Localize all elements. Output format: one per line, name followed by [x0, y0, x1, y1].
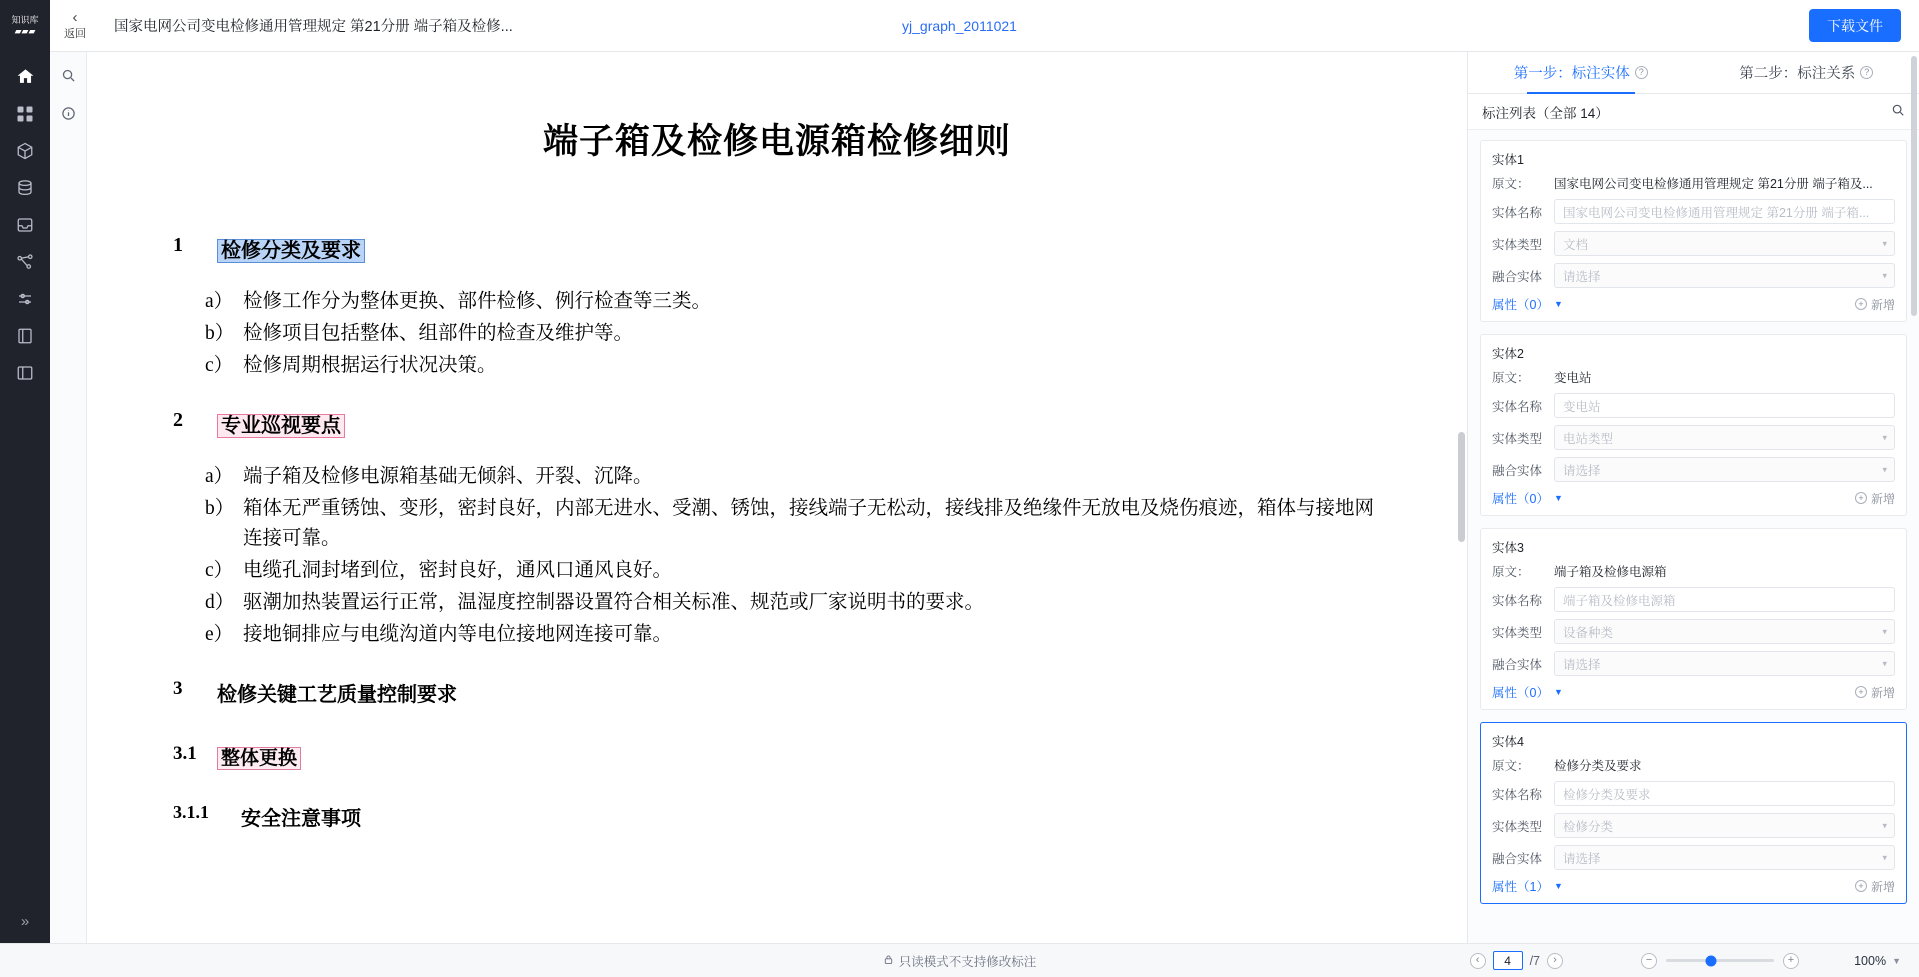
list-item-text: 端子箱及检修电源箱基础无倾斜、开裂、沉降。: [243, 466, 653, 487]
list-item: [173, 494, 1381, 554]
merge-entity-row: [1492, 651, 1895, 676]
zoom-out-button[interactable]: [1641, 953, 1657, 969]
readonly-text: 只读模式不支持修改标注: [898, 954, 1037, 969]
sidebar-item-tasks[interactable]: [0, 206, 50, 243]
list-item-marker: c）: [205, 355, 234, 376]
document-section: [173, 652, 1381, 717]
annotated-entity-highlight[interactable]: 整体更换: [217, 747, 301, 770]
chevron-down-icon: ▼: [1892, 955, 1901, 966]
merge-entity-label: 融合实体: [1492, 657, 1543, 672]
list-item: [173, 462, 1381, 492]
attributes-toggle[interactable]: [1492, 877, 1563, 895]
entity-type-select[interactable]: [1554, 425, 1895, 450]
entity-card[interactable]: [1480, 528, 1907, 710]
app-logo[interactable]: [0, 0, 50, 52]
list-item-marker: b）: [205, 323, 235, 344]
add-attribute-button[interactable]: [1855, 684, 1895, 701]
chevron-down-icon: ▾: [1882, 238, 1887, 248]
list-item-text: 箱体无严重锈蚀、变形，密封良好，内部无进水、受潮、锈蚀，接线端子无松动，接线排及绝缘件无放电及烧伤痕迹，箱体与接地网连接可靠。: [243, 498, 1375, 549]
entity-card-title: 实体1: [1492, 153, 1524, 167]
plus-circle-icon: +: [1855, 880, 1867, 892]
home-icon: [16, 67, 35, 86]
share-nodes-icon: [16, 253, 34, 271]
download-file-button[interactable]: 下载文件: [1809, 9, 1901, 42]
merge-entity-value: 请选择: [1563, 657, 1601, 672]
document-section: [173, 780, 1381, 837]
entity-type-label: 实体类型: [1492, 431, 1543, 446]
section-title: 安全注意事项: [241, 808, 361, 830]
list-item-marker: c）: [205, 560, 234, 581]
page-scroll-area[interactable]: [87, 52, 1467, 943]
section-number: 2: [173, 409, 183, 431]
merge-entity-value: 请选择: [1563, 463, 1601, 478]
lock-icon: [883, 954, 894, 968]
attributes-toggle[interactable]: [1492, 489, 1563, 507]
entity-name-input[interactable]: [1554, 781, 1895, 806]
entity-type-select[interactable]: [1554, 231, 1895, 256]
entity-card-title: 实体2: [1492, 347, 1524, 361]
entity-source-label: 原文：: [1492, 565, 1530, 579]
add-attribute-button[interactable]: [1855, 490, 1895, 507]
list-item: [173, 319, 1381, 349]
entity-name-label: 实体名称: [1492, 593, 1543, 608]
zoom-level-select[interactable]: [1854, 954, 1901, 968]
merge-entity-row: [1492, 845, 1895, 870]
list-item-marker: a）: [205, 291, 234, 312]
section-title: [217, 743, 301, 770]
sidebar-item-model[interactable]: [0, 132, 50, 169]
list-item-text: 检修工作分为整体更换、部件检修、例行检查等三类。: [243, 291, 712, 312]
list-item-text: 电缆孔洞封堵到位，密封良好，通风口通风良好。: [243, 560, 673, 581]
attributes-toggle[interactable]: [1492, 683, 1563, 701]
list-item-text: 检修项目包括整体、组部件的检查及维护等。: [243, 323, 634, 344]
entity-name-row: [1492, 781, 1895, 806]
sidebar-item-library[interactable]: [0, 317, 50, 354]
help-icon[interactable]: ?: [1860, 66, 1873, 79]
entity-type-label: 实体类型: [1492, 625, 1543, 640]
merge-entity-value: 请选择: [1563, 269, 1601, 284]
list-item: [173, 287, 1381, 317]
entity-type-select[interactable]: [1554, 619, 1895, 644]
info-icon[interactable]: [57, 102, 79, 124]
sidebar-item-apps[interactable]: [0, 95, 50, 132]
entity-name-label: 实体名称: [1492, 399, 1543, 414]
merge-entity-select[interactable]: [1554, 457, 1895, 482]
entity-name-label: 实体名称: [1492, 787, 1543, 802]
annotated-entity-highlight[interactable]: 专业巡视要点: [217, 414, 345, 438]
attributes-label: 属性（0）: [1492, 298, 1549, 312]
attribute-row: [1492, 489, 1895, 507]
add-attribute-button[interactable]: [1855, 878, 1895, 895]
zoom-slider[interactable]: [1666, 959, 1774, 962]
help-icon[interactable]: ?: [1635, 66, 1648, 79]
merge-entity-select[interactable]: [1554, 263, 1895, 288]
chevron-down-icon: ▼: [1553, 881, 1563, 891]
chevron-left-icon: ‹: [72, 8, 78, 26]
merge-entity-row: [1492, 457, 1895, 482]
list-item: [173, 620, 1381, 650]
entity-type-value: 电站类型: [1563, 431, 1614, 446]
prev-page-button[interactable]: [1470, 953, 1486, 969]
entity-name-value: 检修分类及要求: [1563, 787, 1651, 802]
section-title: 检修关键工艺质量控制要求: [217, 684, 457, 706]
chevron-down-icon: ▾: [1882, 432, 1887, 442]
app-logo-line2: ▰▰▰: [14, 25, 36, 36]
document-title: 国家电网公司变电检修通用管理规定 第21分册 端子箱及检修...: [114, 19, 513, 35]
zoom-level-value: 100%: [1854, 953, 1887, 968]
entity-type-row: [1492, 813, 1895, 838]
annotation-panel: [1467, 52, 1919, 943]
chevron-down-icon: ▾: [1882, 626, 1887, 636]
search-icon[interactable]: [57, 64, 79, 86]
plus-circle-icon: +: [1855, 298, 1867, 310]
merge-entity-label: 融合实体: [1492, 463, 1543, 478]
add-attribute-label: 新增: [1870, 879, 1895, 894]
entity-type-row: [1492, 231, 1895, 256]
section-1-items: [173, 287, 1381, 381]
annotated-entity-highlight[interactable]: 检修分类及要求: [217, 239, 365, 263]
sidebar-item-layout[interactable]: [0, 354, 50, 391]
top-bar: [0, 0, 1919, 52]
left-rail: [0, 52, 50, 943]
entity-source-row: [1492, 562, 1895, 580]
entity-source-value: 检修分类及要求: [1554, 759, 1642, 773]
step-tabs: [1468, 52, 1919, 94]
chevron-down-icon: ▼: [1553, 687, 1563, 697]
sidebar-item-graph[interactable]: [0, 243, 50, 280]
entity-card-title: 实体3: [1492, 541, 1524, 555]
list-item-marker: e）: [205, 624, 234, 645]
chevron-down-icon: ▾: [1882, 464, 1887, 474]
document-section: [173, 208, 1381, 273]
app-logo-line1: 知识库: [11, 14, 39, 25]
zoom-in-button[interactable]: [1783, 953, 1799, 969]
list-item-marker: b）: [205, 498, 235, 519]
tab-step-1-label: 第一步：标注实体: [1513, 66, 1630, 82]
tab-step-2-relations[interactable]: [1694, 52, 1919, 93]
entity-name-row: [1492, 199, 1895, 224]
list-item-text: 驱潮加热装置运行正常，温湿度控制器设置符合相关标准、规范或厂家说明书的要求。: [243, 592, 985, 613]
rail-collapse-button[interactable]: [0, 907, 50, 935]
entity-type-value: 文档: [1563, 237, 1589, 252]
page-title: 端子箱及检修电源箱检修细则: [542, 122, 1011, 161]
entity-type-row: [1492, 619, 1895, 644]
section-title: [217, 409, 345, 438]
tab-step-2-label: 第二步：标注关系: [1739, 66, 1856, 82]
entity-type-row: [1492, 425, 1895, 450]
search-icon[interactable]: [1891, 103, 1905, 120]
list-item-marker: d）: [205, 592, 235, 613]
entity-name-value: 国家电网公司变电检修通用管理规定 第21分册 端子箱...: [1563, 205, 1870, 220]
list-item-marker: a）: [205, 466, 234, 487]
entity-type-select[interactable]: [1554, 813, 1895, 838]
entity-name-value: 变电站: [1563, 399, 1601, 414]
book-icon: [16, 327, 34, 345]
attributes-toggle[interactable]: [1492, 295, 1563, 313]
document-scrollbar[interactable]: [1458, 52, 1465, 943]
minus-circle-icon: −: [1645, 954, 1653, 966]
document-section: [173, 717, 1381, 780]
zoom-slider-knob[interactable]: [1706, 955, 1717, 966]
chevron-down-icon: ▼: [1553, 493, 1563, 503]
inbox-icon: [16, 216, 34, 234]
entity-name-value: 端子箱及检修电源箱: [1563, 593, 1676, 608]
document-section: [173, 383, 1381, 448]
entity-name-input[interactable]: [1554, 393, 1895, 418]
entity-name-input[interactable]: [1554, 199, 1895, 224]
chevron-right-icon: ›: [1553, 954, 1557, 966]
entity-list[interactable]: [1468, 130, 1919, 943]
entity-name-input[interactable]: [1554, 587, 1895, 612]
entity-card[interactable]: [1480, 334, 1907, 516]
chevron-down-icon: ▾: [1882, 658, 1887, 668]
layout-icon: [16, 364, 34, 382]
merge-entity-select[interactable]: [1554, 651, 1895, 676]
entity-type-label: 实体类型: [1492, 819, 1543, 834]
add-attribute-label: 新增: [1870, 491, 1895, 506]
attribute-row: [1492, 877, 1895, 895]
entity-source-label: 原文：: [1492, 371, 1530, 385]
chevron-down-icon: ▾: [1882, 270, 1887, 280]
attributes-label: 属性（0）: [1492, 686, 1549, 700]
list-item-text: 接地铜排应与电缆沟道内等电位接地网连接可靠。: [243, 624, 673, 645]
entity-source-value: 端子箱及检修电源箱: [1554, 565, 1667, 579]
entity-list-scrollbar[interactable]: [1911, 56, 1917, 316]
document-viewer: [87, 52, 1467, 943]
page-total-label: /7: [1529, 953, 1540, 968]
list-item: [173, 351, 1381, 381]
chevron-down-icon: ▾: [1882, 820, 1887, 830]
entity-source-value: 国家电网公司变电检修通用管理规定 第21分册 端子箱及...: [1554, 177, 1873, 191]
sidebar-item-home[interactable]: [0, 58, 50, 95]
page-number-input[interactable]: [1493, 951, 1523, 970]
annotation-list-header: [1468, 94, 1919, 130]
plus-circle-icon: +: [1787, 954, 1795, 966]
grid-icon: [16, 105, 34, 123]
sidebar-item-data[interactable]: [0, 169, 50, 206]
plus-circle-icon: +: [1855, 492, 1867, 504]
chevron-left-icon: ‹: [1475, 954, 1480, 966]
entity-name-row: [1492, 393, 1895, 418]
merge-entity-value: 请选择: [1563, 851, 1601, 866]
merge-entity-label: 融合实体: [1492, 851, 1543, 866]
zoom-control: [1641, 953, 1799, 969]
back-button[interactable]: [50, 0, 100, 52]
entity-source-row: [1492, 756, 1895, 774]
chevrons-right-icon: »: [20, 912, 30, 930]
database-icon: [16, 179, 34, 197]
add-attribute-label: 新增: [1870, 685, 1895, 700]
readonly-notice: [0, 952, 1919, 970]
sidebar-item-config[interactable]: [0, 280, 50, 317]
entity-name-label: 实体名称: [1492, 205, 1543, 220]
entity-card[interactable]: [1480, 140, 1907, 322]
document-page: [87, 52, 1467, 857]
settings-sliders-icon: [16, 290, 34, 308]
back-button-label: 返回: [64, 27, 86, 40]
section-title: [217, 234, 365, 263]
attributes-label: 属性（1）: [1492, 880, 1549, 894]
entity-card-selected[interactable]: [1480, 722, 1907, 904]
section-number: 3.1: [173, 743, 197, 764]
section-2-items: [173, 462, 1381, 650]
graph-name-link[interactable]: yj_graph_2011021: [902, 17, 1017, 34]
attribute-row: [1492, 295, 1895, 313]
entity-source-row: [1492, 174, 1895, 192]
entity-type-label: 实体类型: [1492, 237, 1543, 252]
entity-source-value: 变电站: [1554, 371, 1592, 385]
entity-source-row: [1492, 368, 1895, 386]
annotation-list-title: 标注列表（全部 14）: [1482, 105, 1609, 121]
pager: [1470, 951, 1563, 970]
list-item: [173, 588, 1381, 618]
entity-type-value: 设备种类: [1563, 625, 1614, 640]
entity-source-label: 原文：: [1492, 759, 1530, 773]
merge-entity-label: 融合实体: [1492, 269, 1543, 284]
add-attribute-button[interactable]: [1855, 296, 1895, 313]
attribute-row: [1492, 683, 1895, 701]
list-item-text: 检修周期根据运行状况决策。: [243, 355, 497, 376]
next-page-button[interactable]: [1547, 953, 1563, 969]
bottom-bar: [0, 943, 1919, 977]
attributes-label: 属性（0）: [1492, 492, 1549, 506]
add-attribute-label: 新增: [1870, 297, 1895, 312]
viewer-tool-column: [50, 52, 87, 943]
entity-card-title: 实体4: [1492, 735, 1524, 749]
chevron-down-icon: ▾: [1882, 852, 1887, 862]
chevron-down-icon: ▼: [1553, 299, 1563, 309]
section-number: 3.1.1: [173, 802, 209, 822]
section-number: 3: [173, 678, 183, 699]
section-number: 1: [173, 234, 183, 256]
merge-entity-row: [1492, 263, 1895, 288]
cube-icon: [16, 142, 34, 160]
entity-type-value: 检修分类: [1563, 819, 1614, 834]
body-row: [0, 52, 1919, 943]
entity-name-row: [1492, 587, 1895, 612]
entity-source-label: 原文：: [1492, 177, 1530, 191]
plus-circle-icon: +: [1855, 686, 1867, 698]
tab-step-1-entities[interactable]: [1468, 52, 1694, 93]
merge-entity-select[interactable]: [1554, 845, 1895, 870]
list-item: [173, 556, 1381, 586]
